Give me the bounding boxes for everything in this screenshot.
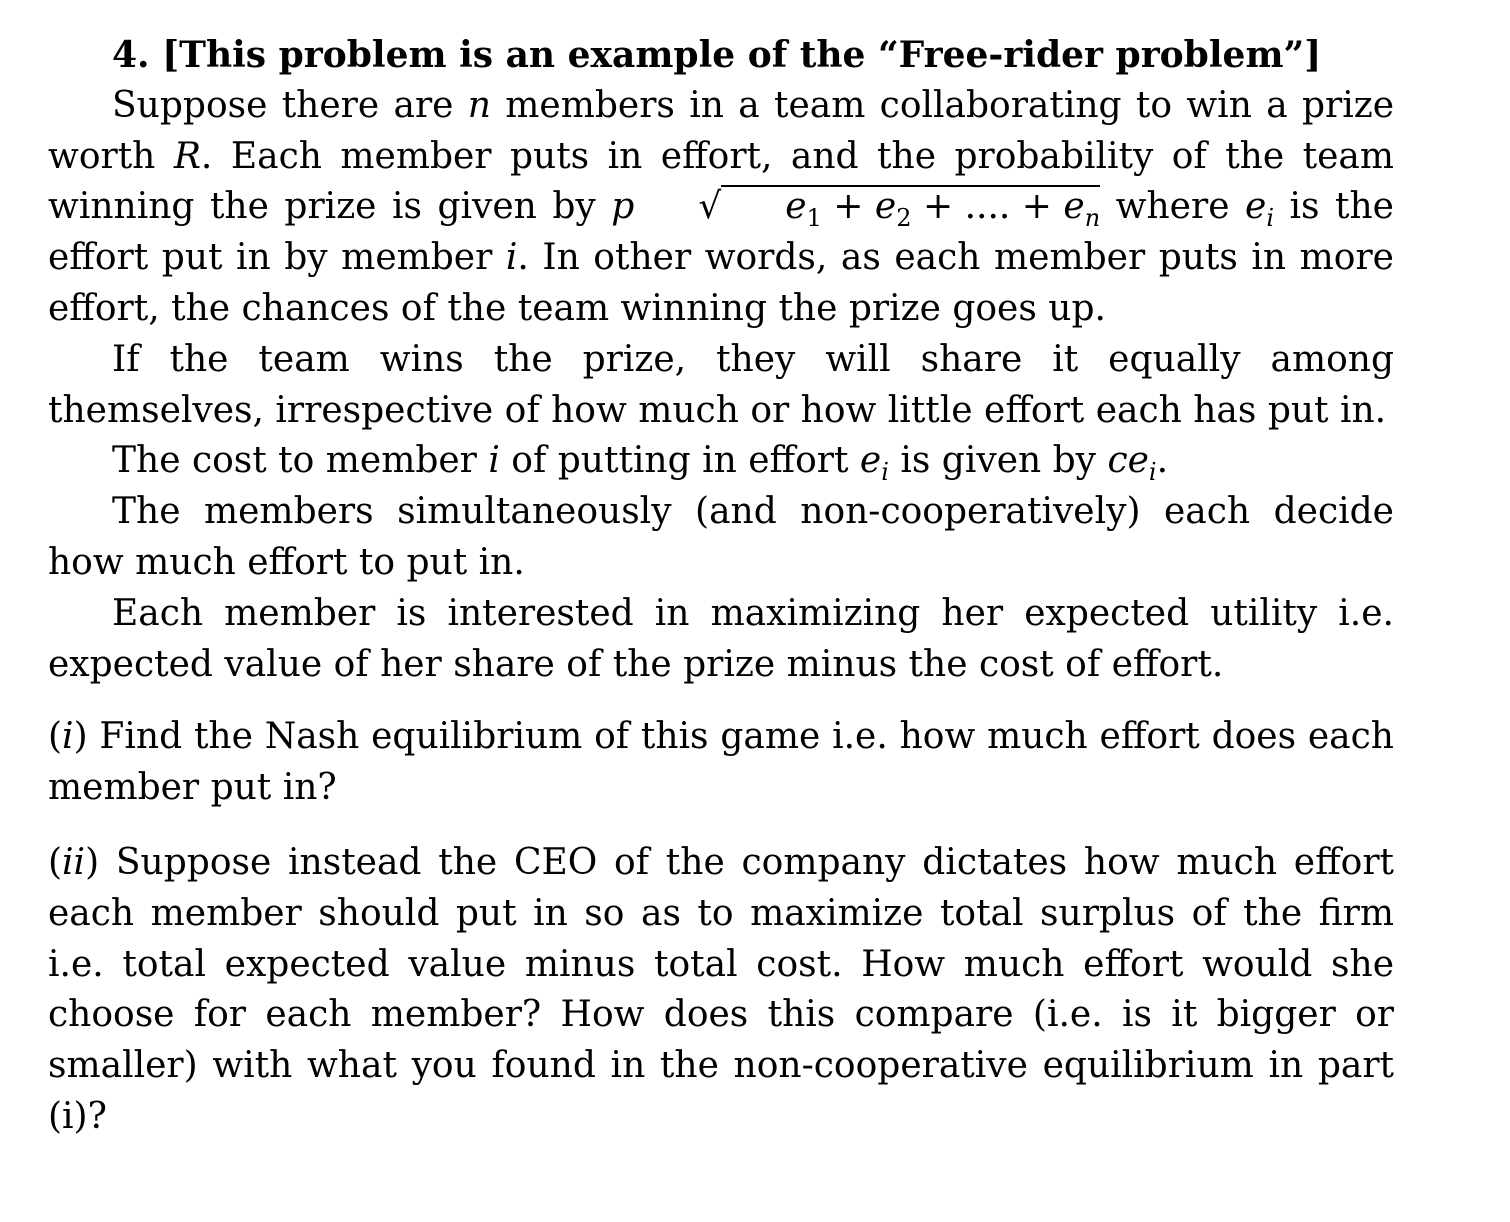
text: where [1100,186,1246,228]
math-ei: e [1245,186,1267,228]
part-i-label: i [62,716,74,758]
math-n: n [467,84,491,126]
math-en: e [1063,186,1085,228]
part-ii-label: ii [62,841,86,883]
part-i-text: Find the Nash equilibrium of this game i.e. how much effort does each member put in? [48,716,1394,809]
text: is given by [888,440,1108,482]
text: members in a team collaborating to win a prize worth [48,84,1395,177]
part-ii-text: Suppose instead the CEO of the company dictates how much effort each member should put in so as to maximize total surplus of the firm i.e. total expected value minus total cost. How much effort would she choose for each member? How does this compare (i.e. is it bigger or smaller) with what you found in the non-cooperative equilibrium in part (i)? [48,841,1394,1137]
math-en-subscript: n [1084,204,1101,233]
math-R: R [173,135,201,177]
text: . Each member puts in effort, and the probability of the team winning the prize is given by [48,135,1394,228]
math-ei-subscript: i [1266,204,1275,233]
math-cei: ce [1107,440,1149,482]
text: The cost to member [112,440,489,482]
text: of putting in effort [499,440,860,482]
text: Suppose there are [112,84,468,126]
math-sqrt-expression [634,182,1100,233]
paragraph-utility: Each member is interested in maximizing her expected utility i.e. expected value of her share of the prize minus the cost of effort. [48,592,1394,685]
math-e2: e [874,186,897,228]
math-i: i [505,237,518,279]
math-i: i [488,440,500,482]
text: . [1156,440,1169,482]
part-label-close: ) [73,716,88,758]
paragraph-setup [48,81,1394,335]
text: is the effort put in by member [48,186,1394,279]
math-e1: e [785,186,807,228]
paragraph-sharing: If the team wins the prize, they will share it equally among themselves, irrespective of how much or how little effort each has put in. [48,338,1394,431]
math-plus-ellipsis: + .... + [911,186,1064,228]
problem-heading: 4. [This problem is an example of the “Free-rider problem”] [112,34,1322,76]
paragraph-simultaneous: The members simultaneously (and non-cooperatively) each decide how much effort to put in. [48,491,1394,583]
math-ei: e [859,440,882,482]
paragraph-cost [48,436,1394,487]
math-cei-subscript: i [1148,458,1157,487]
math-plus: + [821,186,875,228]
sqrt-symbol: √ [698,186,722,228]
part-label-open: ( [48,716,63,758]
part-i-question [48,712,1394,814]
part-label-open: ( [48,841,63,883]
problem-document [48,30,1394,1143]
math-p: p [611,186,635,228]
math-e1-subscript: 1 [806,204,822,233]
math-e2-subscript: 2 [896,204,912,233]
text: . In other words, as each member puts in more effort, the chances of the team winning the prize goes up. [48,237,1394,329]
part-label-close: ) [85,841,100,883]
part-ii-question [48,838,1394,1143]
sqrt-radicand [721,185,1101,233]
math-ei-subscript: i [881,458,889,487]
